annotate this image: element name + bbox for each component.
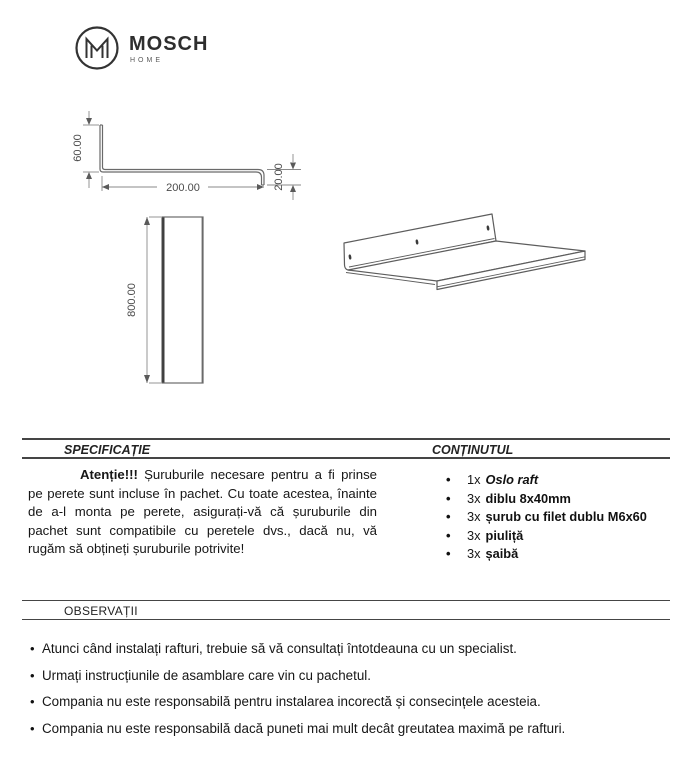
item-name: șaibă bbox=[485, 546, 519, 562]
profile-section-drawing bbox=[55, 98, 315, 203]
bullet-icon: • bbox=[446, 546, 451, 562]
item-qty: 3x bbox=[467, 490, 481, 506]
observation-text: Compania nu este responsabilă pentru instalarea incorectă și consecințele acesteia. bbox=[42, 694, 541, 709]
bullet-icon: • bbox=[446, 509, 451, 525]
bullet-icon: • bbox=[30, 720, 35, 736]
observations-list bbox=[30, 641, 660, 747]
content-item bbox=[446, 545, 647, 564]
bullet-icon: • bbox=[30, 641, 35, 656]
observations-header: OBSERVAȚII bbox=[64, 604, 138, 618]
bullet-icon: • bbox=[446, 527, 451, 543]
observation-item bbox=[30, 694, 660, 710]
observation-text: Urmați instrucțiunile de asamblare care vin cu pachetul. bbox=[42, 667, 371, 683]
brand-name: MOSCH bbox=[129, 33, 209, 55]
bullet-icon: • bbox=[30, 694, 35, 709]
dim-lip-label: 20.00 bbox=[273, 163, 285, 191]
content-item bbox=[446, 527, 647, 546]
isometric-shelf-drawing bbox=[330, 200, 600, 315]
observation-item bbox=[30, 668, 660, 684]
item-qty: 3x bbox=[467, 527, 481, 543]
mosch-monogram-icon bbox=[74, 25, 120, 71]
observation-item bbox=[30, 641, 660, 657]
dim-height-label: 60.00 bbox=[72, 134, 84, 162]
logo-text bbox=[129, 25, 208, 64]
observations-header-row bbox=[22, 600, 670, 620]
dim-width-label: 800.00 bbox=[126, 283, 138, 317]
item-name: șurub cu filet dublu M6x60 bbox=[485, 509, 647, 525]
contents-list bbox=[446, 471, 647, 564]
observation-text: Atunci când instalați rafturi, trebuie să vă consultați întotdeauna cu un specialist. bbox=[42, 641, 517, 656]
brand-logo bbox=[74, 25, 208, 71]
content-item bbox=[446, 490, 647, 509]
item-name: piuliță bbox=[485, 527, 524, 543]
item-name: Oslo raft bbox=[485, 472, 539, 487]
bullet-icon: • bbox=[446, 472, 451, 487]
item-name: diblu 8x40mm bbox=[485, 490, 571, 506]
observation-item bbox=[30, 721, 660, 737]
dim-length-label: 200.00 bbox=[166, 182, 200, 194]
front-view-drawing bbox=[105, 210, 220, 392]
content-item bbox=[446, 508, 647, 527]
brand-subtitle: HOME bbox=[130, 57, 163, 64]
warning-paragraph bbox=[28, 466, 377, 559]
contents-header: CONȚINUTUL bbox=[432, 443, 514, 457]
item-qty: 3x bbox=[467, 546, 481, 562]
bullet-icon: • bbox=[446, 490, 451, 506]
spec-table-header bbox=[22, 438, 670, 459]
content-item bbox=[446, 471, 647, 490]
warning-lead: Atenție!!! bbox=[80, 467, 138, 482]
specification-header: SPECIFICAȚIE bbox=[64, 443, 151, 457]
observation-text: Compania nu este responsabilă dacă puneti mai mult decât greutatea maximă pe rafturi. bbox=[42, 720, 566, 736]
item-qty: 3x bbox=[467, 509, 481, 525]
warning-body: Șuruburile necesare pentru a fi prinse pe perete sunt incluse în pachet. Cu toate acestea, înainte de a-l monta pe perete, asigurați-vă că șuruburile din pachet sunt compatibile cu peretele dvs., dacă nu, vă rugăm să obțineți șuruburile potrivite! bbox=[28, 467, 378, 557]
item-qty: 1x bbox=[467, 472, 481, 487]
bullet-icon: • bbox=[30, 667, 35, 683]
